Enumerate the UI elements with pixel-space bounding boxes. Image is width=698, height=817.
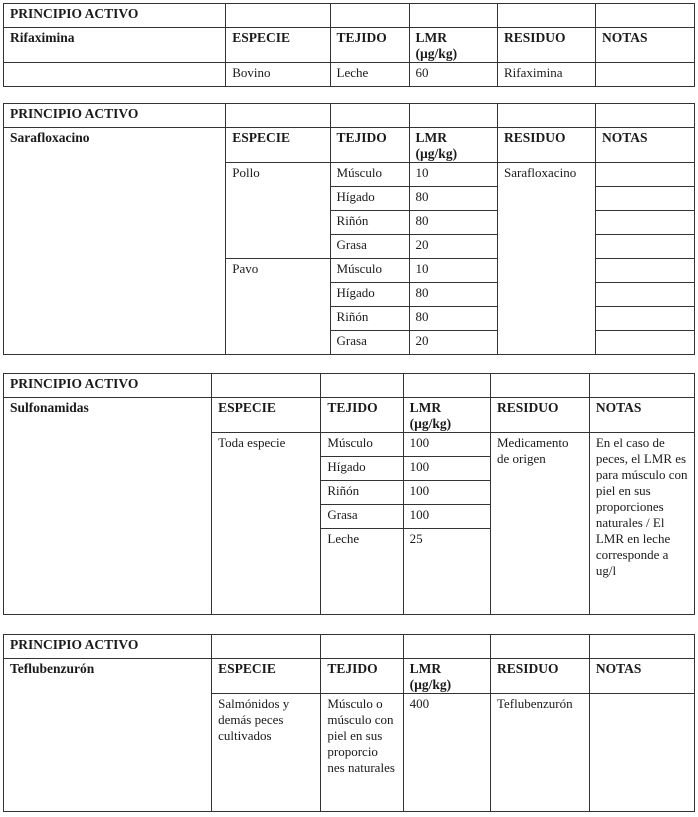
especie-cell: Bovino xyxy=(226,63,330,87)
residuo-header: RESIDUO xyxy=(491,398,590,433)
lmr-cell: 100 xyxy=(403,457,490,481)
table-teflubenzuron xyxy=(3,634,695,812)
especie-cell: Pollo xyxy=(226,163,330,259)
table-rifaximina xyxy=(3,3,695,87)
tejido-cell: Grasa xyxy=(330,235,409,259)
table-sulfonamidas xyxy=(3,373,695,615)
principio-name: Rifaximina xyxy=(4,28,226,63)
residuo-header: RESIDUO xyxy=(491,659,590,694)
especie-cell: Salmónidos y demás peces cultivados xyxy=(212,694,321,812)
tejido-cell: Riñón xyxy=(330,307,409,331)
tejido-cell: Hígado xyxy=(330,283,409,307)
lmr-cell: 80 xyxy=(409,211,497,235)
lmr-header: LMR (µg/kg) xyxy=(409,28,497,63)
principio-activo-label: PRINCIPIO ACTIVO xyxy=(4,104,226,128)
residuo-cell: Medicamento de origen xyxy=(491,433,590,615)
tejido-cell: Hígado xyxy=(321,457,403,481)
especie-cell: Pavo xyxy=(226,259,330,355)
lmr-cell: 10 xyxy=(409,259,497,283)
tejido-cell: Riñón xyxy=(321,481,403,505)
tejido-cell: Músculo xyxy=(330,259,409,283)
lmr-cell: 80 xyxy=(409,283,497,307)
residuo-cell: Teflubenzurón xyxy=(491,694,590,812)
tejido-cell: Grasa xyxy=(321,505,403,529)
tejido-header: TEJIDO xyxy=(321,398,403,433)
principio-name: Sulfonamidas xyxy=(4,398,212,615)
principio-activo-label: PRINCIPIO ACTIVO xyxy=(4,4,226,28)
lmr-cell: 100 xyxy=(403,481,490,505)
especie-header: ESPECIE xyxy=(226,28,330,63)
especie-header: ESPECIE xyxy=(226,128,330,163)
residuo-header: RESIDUO xyxy=(498,28,596,63)
notas-header: NOTAS xyxy=(595,128,694,163)
principio-activo-label: PRINCIPIO ACTIVO xyxy=(4,374,212,398)
tejido-cell: Leche xyxy=(330,63,409,87)
lmr-header: LMR (µg/kg) xyxy=(403,659,490,694)
lmr-cell: 10 xyxy=(409,163,497,187)
especie-header: ESPECIE xyxy=(212,398,321,433)
principio-name: Teflubenzurón xyxy=(4,659,212,812)
especie-cell: Toda especie xyxy=(212,433,321,615)
principio-activo-label: PRINCIPIO ACTIVO xyxy=(4,635,212,659)
notas-header: NOTAS xyxy=(595,28,694,63)
tejido-cell: Músculo o músculo con piel en sus proporcio nes naturales xyxy=(321,694,403,812)
lmr-header: LMR (µg/kg) xyxy=(409,128,497,163)
lmr-cell: 20 xyxy=(409,235,497,259)
lmr-cell: 25 xyxy=(403,529,490,615)
lmr-cell: 20 xyxy=(409,331,497,355)
lmr-cell: 400 xyxy=(403,694,490,812)
residuo-cell: Rifaximina xyxy=(498,63,596,87)
tejido-cell: Músculo xyxy=(321,433,403,457)
notas-cell: En el caso de peces, el LMR es para músculo con piel en sus proporciones naturales / El LMR en leche corresponde a ug/l xyxy=(589,433,694,615)
lmr-cell: 80 xyxy=(409,187,497,211)
tejido-cell: Hígado xyxy=(330,187,409,211)
lmr-cell: 80 xyxy=(409,307,497,331)
tejido-header: TEJIDO xyxy=(321,659,403,694)
tejido-cell: Músculo xyxy=(330,163,409,187)
lmr-cell: 100 xyxy=(403,433,490,457)
especie-header: ESPECIE xyxy=(212,659,321,694)
table-sarafloxacino xyxy=(3,103,695,355)
residuo-cell: Sarafloxacino xyxy=(498,163,596,355)
residuo-header: RESIDUO xyxy=(498,128,596,163)
notas-header: NOTAS xyxy=(589,398,694,433)
principio-name: Sarafloxacino xyxy=(4,128,226,355)
tejido-cell: Grasa xyxy=(330,331,409,355)
lmr-header: LMR (µg/kg) xyxy=(403,398,490,433)
lmr-cell: 100 xyxy=(403,505,490,529)
tejido-cell: Riñón xyxy=(330,211,409,235)
notas-header: NOTAS xyxy=(589,659,694,694)
tejido-header: TEJIDO xyxy=(330,128,409,163)
lmr-cell: 60 xyxy=(409,63,497,87)
tejido-header: TEJIDO xyxy=(330,28,409,63)
tejido-cell: Leche xyxy=(321,529,403,615)
